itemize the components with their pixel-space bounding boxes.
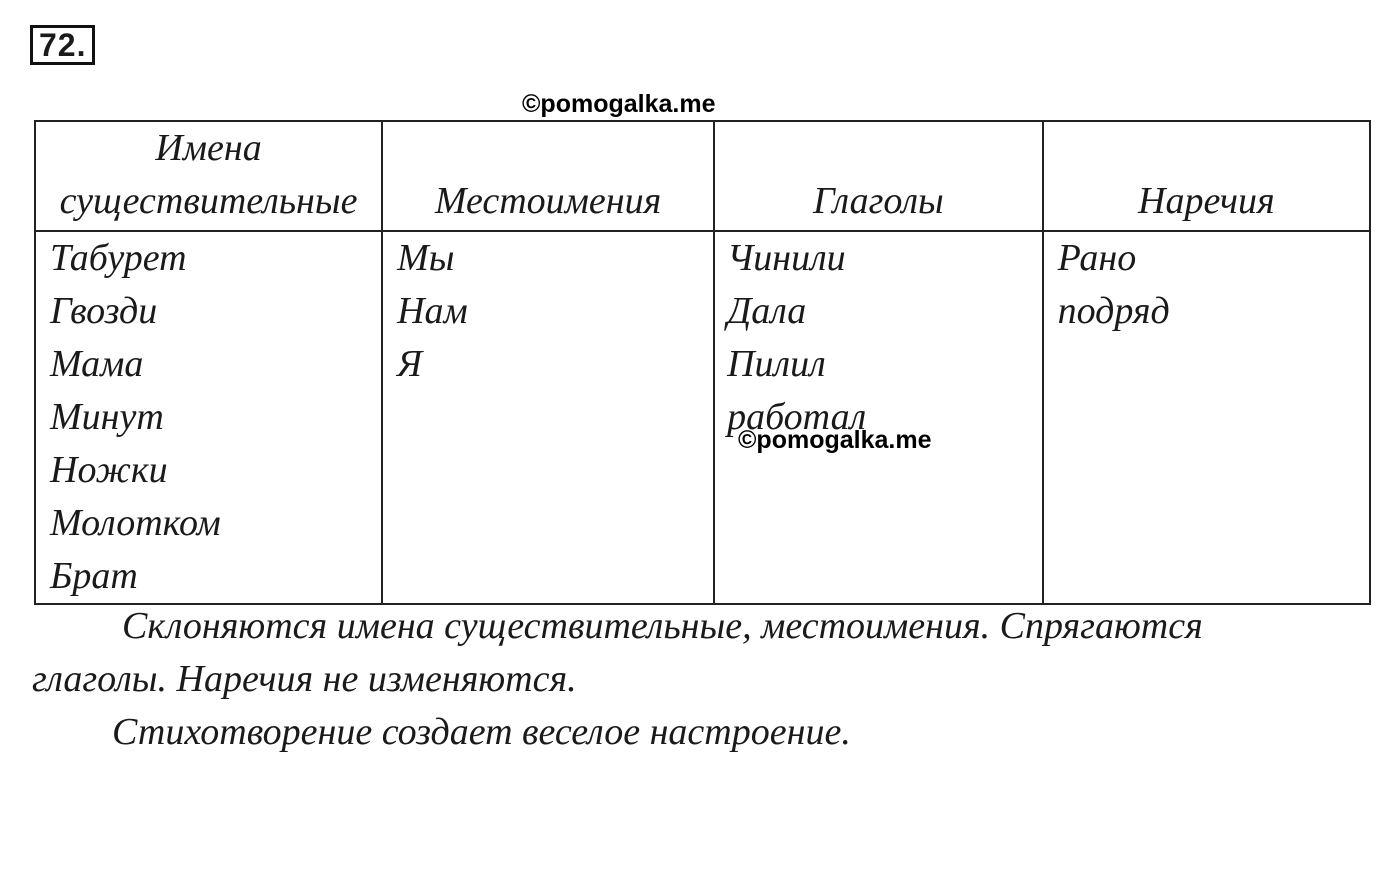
list-item: работал	[727, 396, 867, 438]
list-item: Рано	[1057, 237, 1137, 279]
verbs-cell	[714, 231, 1043, 604]
header-pronouns: Местоимения	[382, 121, 714, 231]
header-verbs: Глаголы	[714, 121, 1043, 231]
list-item: Ножки	[50, 449, 168, 491]
list-item: Мама	[50, 343, 144, 385]
list-item: Я	[397, 343, 423, 385]
table-row	[35, 231, 1370, 604]
adverbs-cell	[1043, 231, 1370, 604]
list-item: Чинили	[727, 237, 846, 279]
list-item: Гвозди	[50, 290, 158, 332]
list-item: Табурет	[50, 237, 187, 279]
pronouns-cell	[382, 231, 714, 604]
list-item: Пилил	[727, 343, 826, 385]
parts-of-speech-table	[34, 120, 1371, 605]
list-item: Мы	[397, 237, 455, 279]
header-nouns-line2: существительные	[59, 180, 358, 222]
list-item: Дала	[727, 290, 807, 332]
list-item: Молотком	[50, 502, 221, 544]
conclusion-text	[32, 600, 1332, 759]
header-nouns	[35, 121, 382, 231]
table-header-row	[35, 121, 1370, 231]
list-item: подряд	[1057, 290, 1170, 332]
header-nouns-line1: Имена	[155, 127, 262, 169]
list-item: Брат	[50, 555, 138, 597]
paragraph-declension: Склоняются имена существительные, местоимения. Спрягаются глаголы. Наречия не изменяются.	[32, 605, 1203, 700]
task-number: 72.	[30, 25, 95, 65]
list-item: Нам	[397, 290, 468, 332]
header-adverbs: Наречия	[1043, 121, 1370, 231]
nouns-cell	[35, 231, 382, 604]
watermark-middle: ©pomogalka.me	[738, 426, 932, 454]
list-item: Минут	[50, 396, 164, 438]
paragraph-mood: Стихотворение создает веселое настроение.	[112, 711, 851, 753]
watermark-top: ©pomogalka.me	[522, 90, 716, 118]
